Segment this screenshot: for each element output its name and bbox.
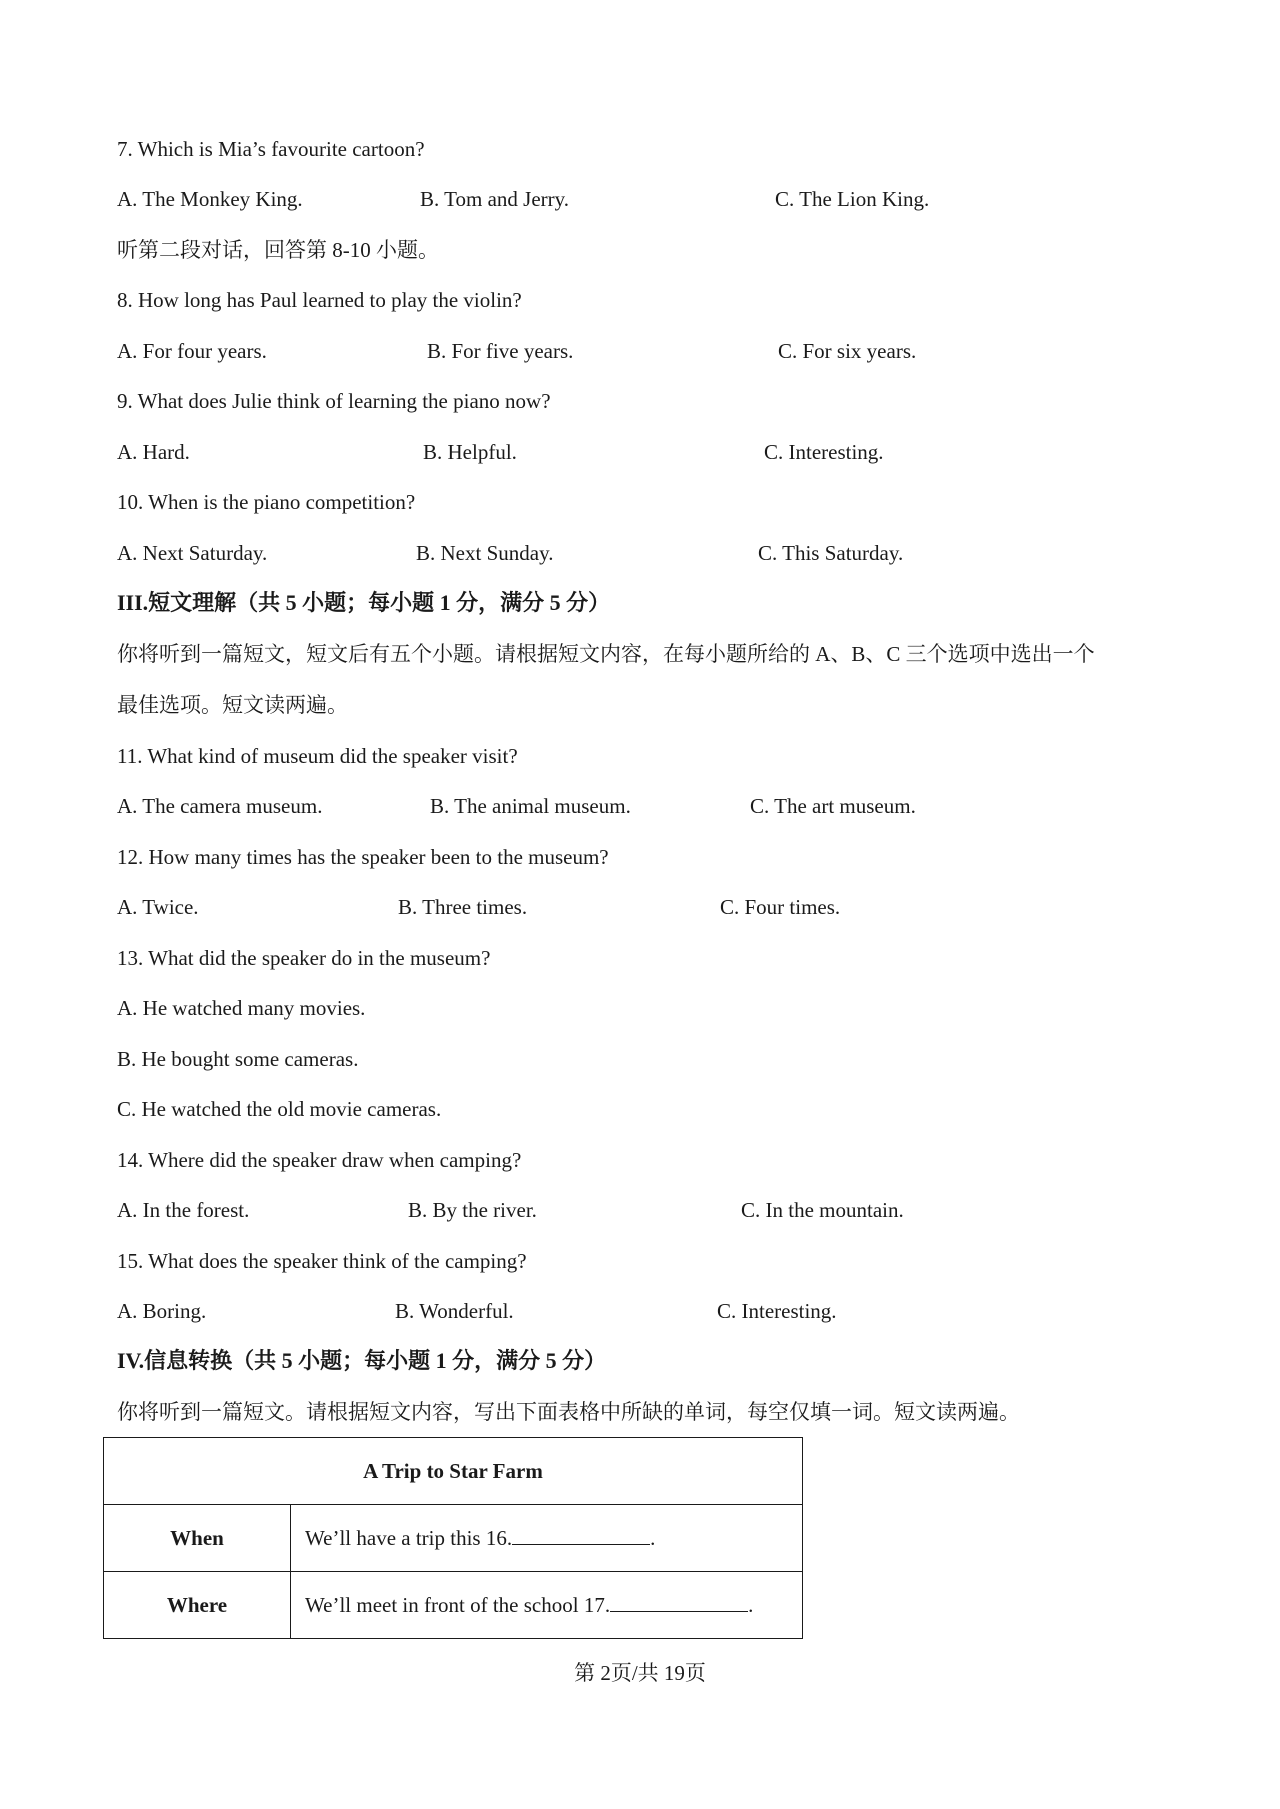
table-label-where: Where [104,1572,291,1639]
table-row [104,1438,803,1505]
q8-option-b: B. For five years. [427,339,574,363]
section4-instruction: 你将听到一篇短文。请根据短文内容，写出下面表格中所缺的单词，每空仅填一词。短文读两遍。 [117,1400,1020,1424]
q10-option-c: C. This Saturday. [758,541,904,565]
trip-table [103,1437,803,1639]
q14-option-c: C. In the mountain. [741,1198,904,1222]
q13-option-b: B. He bought some cameras. [117,1047,359,1071]
q7-option-a: A. The Monkey King. [117,187,303,211]
q11-option-a: A. The camera museum. [117,794,323,818]
q8-question: 8. How long has Paul learned to play the violin? [117,288,522,312]
table-text-where: We’ll meet in front of the school 17. [305,1592,611,1617]
q9-option-b: B. Helpful. [423,440,517,464]
table-end-where: . [748,1592,754,1617]
q14-question: 14. Where did the speaker draw when camping? [117,1148,522,1172]
q13-question: 13. What did the speaker do in the museum? [117,946,491,970]
q13-option-a: A. He watched many movies. [117,996,366,1020]
q12-option-b: B. Three times. [398,895,528,919]
q9-option-a: A. Hard. [117,440,190,464]
q10-question: 10. When is the piano competition? [117,490,416,514]
q11-option-c: C. The art museum. [750,794,916,818]
table-label-when: When [104,1505,291,1572]
table-end-when: . [650,1525,656,1550]
q15-option-a: A. Boring. [117,1299,207,1323]
page-footer: 第 2页/共 19页 [574,1661,706,1685]
section3-title: III.短文理解（共 5 小题；每小题 1 分，满分 5 分） [117,590,611,615]
answer-blank-17[interactable] [610,1593,748,1612]
dialog2-instruction: 听第二段对话，回答第 8-10 小题。 [117,238,439,262]
section3-instruction-line1: 你将听到一篇短文，短文后有五个小题。请根据短文内容，在每小题所给的 A、B、C 三个选项中选出一个 [117,642,1095,666]
q14-option-b: B. By the river. [408,1198,537,1222]
q7-option-c: C. The Lion King. [775,187,930,211]
table-row [104,1505,803,1572]
q15-question: 15. What does the speaker think of the camping? [117,1249,527,1273]
q9-option-c: C. Interesting. [764,440,884,464]
answer-blank-16[interactable] [512,1526,650,1545]
q12-option-a: A. Twice. [117,895,199,919]
q7-question: 7. Which is Mia’s favourite cartoon? [117,137,425,161]
q8-option-a: A. For four years. [117,339,267,363]
q13-option-c: C. He watched the old movie cameras. [117,1097,442,1121]
q15-option-c: C. Interesting. [717,1299,837,1323]
q10-option-b: B. Next Sunday. [416,541,554,565]
table-row [104,1572,803,1639]
q12-question: 12. How many times has the speaker been to the museum? [117,845,609,869]
table-cell-where [291,1572,803,1639]
table-cell-when [291,1505,803,1572]
q8-option-c: C. For six years. [778,339,917,363]
table-title: A Trip to Star Farm [104,1438,803,1505]
q11-option-b: B. The animal museum. [430,794,631,818]
section4-title: IV.信息转换（共 5 小题；每小题 1 分，满分 5 分） [117,1348,607,1373]
q9-question: 9. What does Julie think of learning the piano now? [117,389,551,413]
q14-option-a: A. In the forest. [117,1198,250,1222]
section3-instruction-line2: 最佳选项。短文读两遍。 [117,693,348,717]
q15-option-b: B. Wonderful. [395,1299,514,1323]
q10-option-a: A. Next Saturday. [117,541,268,565]
table-text-when: We’ll have a trip this 16. [305,1525,513,1550]
q11-question: 11. What kind of museum did the speaker visit? [117,744,518,768]
q7-option-b: B. Tom and Jerry. [420,187,570,211]
q12-option-c: C. Four times. [720,895,841,919]
